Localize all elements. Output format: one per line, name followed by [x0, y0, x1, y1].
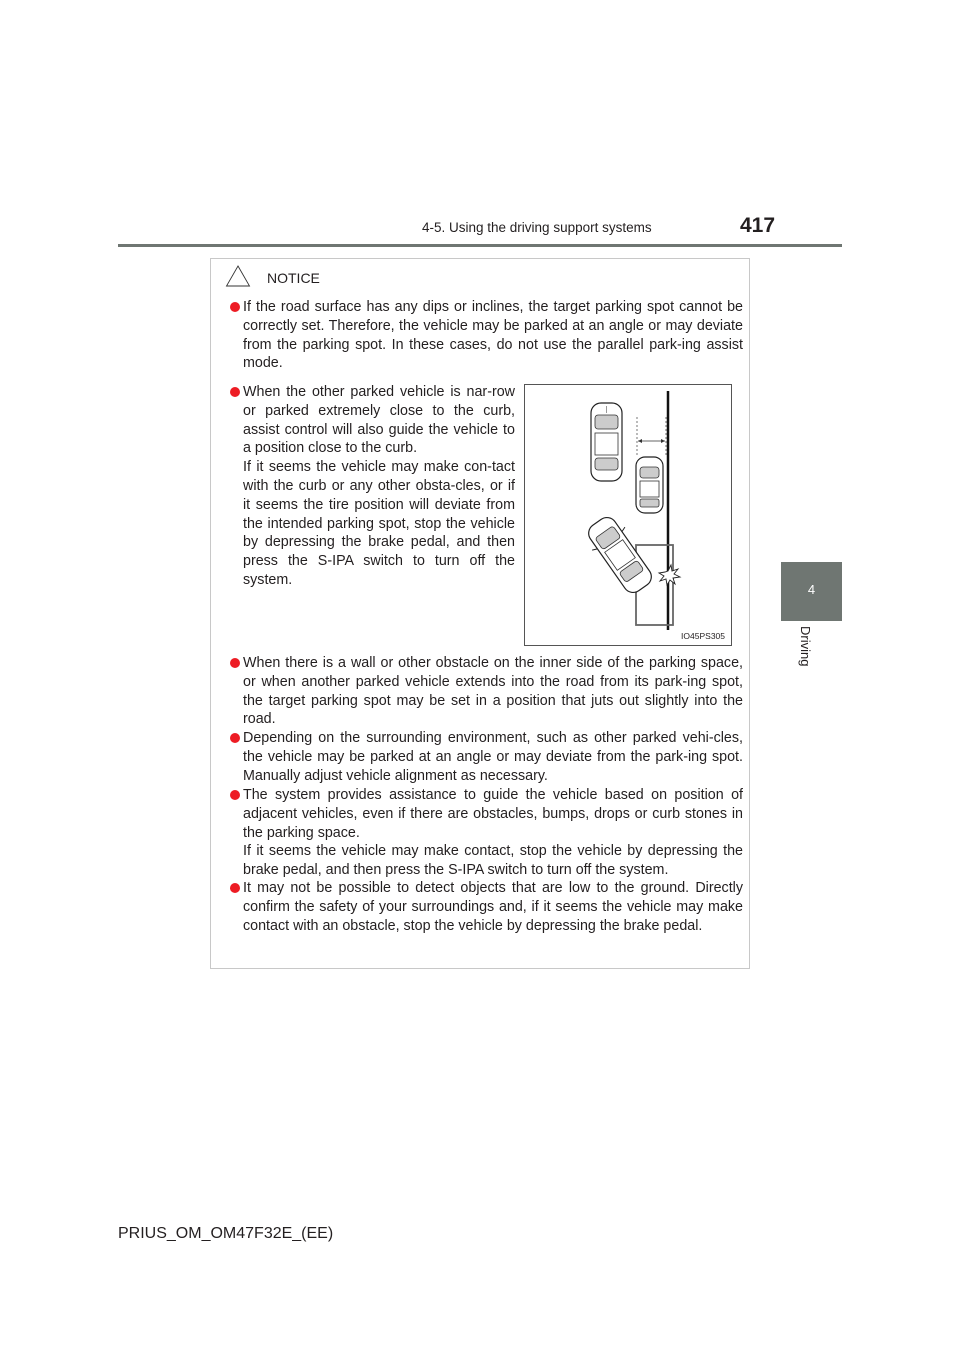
- notice-bullet: [243, 729, 743, 785]
- notice-bullet: [243, 654, 743, 729]
- contact-burst-icon: [659, 565, 680, 585]
- bullet-dot: [230, 387, 240, 397]
- parking-illustration: [524, 384, 732, 646]
- header-rule: [118, 244, 842, 247]
- parking-diagram: [525, 385, 731, 645]
- bullet-text: When the other parked vehicle is nar-row or parked extremely close to the curb, assist control will also guide the vehicle to a position close to the curb. If it seems the vehicle may make con-tact with the curb or any other obsta-cles, or if it seems the tire position will deviate from the intended parking spot, stop the vehicle by depressing the brake pedal, and then press the S-IPA switch to turn off the system.: [243, 384, 515, 588]
- bullet-dot: [230, 883, 240, 893]
- bullet-text: It may not be possible to detect objects that are low to the ground. Directly confirm the safety of your surroundings and, if it seems the vehicle may make contact with an obstacle, stop the vehicle by depressing the brake pedal.: [243, 880, 743, 934]
- bullet-dot: [230, 658, 240, 668]
- manual-code: PRIUS_OM_OM47F32E_(EE): [118, 1225, 334, 1242]
- bullet-dot: [230, 733, 240, 743]
- page-number: 417: [740, 214, 776, 237]
- bullet-text: If the road surface has any dips or inclines, the target parking spot cannot be correctly set. Therefore, the vehicle may be parked at an angle or may deviate from the parking spot. In these cases, do not use the parallel park-ing assist mode.: [243, 299, 743, 372]
- bullet-text: The system provides assistance to guide the vehicle based on position of adjacent vehicles, even if there are obstacles, bumps, drops or curb stones in the parking space. If it seems the vehicle may make contact, stop the vehicle by depressing the brake pedal, and then press the S-IPA switch to turn off the system.: [243, 787, 743, 879]
- warning-triangle-icon: [225, 264, 251, 288]
- chapter-label-text: Driving: [798, 626, 813, 667]
- section-title: 4-5. Using the driving support systems: [422, 220, 652, 235]
- notice-bullet: [243, 383, 515, 590]
- parked-car-narrow: [636, 457, 663, 513]
- bullet-dot: [230, 790, 240, 800]
- figure-code: IO45PS305: [681, 631, 725, 641]
- chapter-number: 4: [807, 582, 816, 597]
- notice-bullet: [243, 298, 743, 373]
- chapter-label: [795, 626, 815, 686]
- bullet-text: When there is a wall or other obstacle on the inner side of the parking space, or when another parked vehicle extends into the road from its park-ing spot, the target parking spot may be set in a position that juts out slightly into the road.: [243, 655, 743, 728]
- notice-title: NOTICE: [267, 270, 320, 286]
- parked-car-large: [591, 403, 622, 481]
- bullet-dot: [230, 302, 240, 312]
- bullet-text: Depending on the surrounding environment, such as other parked vehi-cles, the vehicle may be parked at an angle or may deviate from the park-ing spot. Manually adjust vehicle alignment as necessary.: [243, 730, 743, 784]
- reversing-car: [581, 511, 660, 599]
- notice-bullet: [243, 786, 743, 880]
- notice-bullet: [243, 879, 743, 935]
- chapter-tab: [781, 562, 842, 621]
